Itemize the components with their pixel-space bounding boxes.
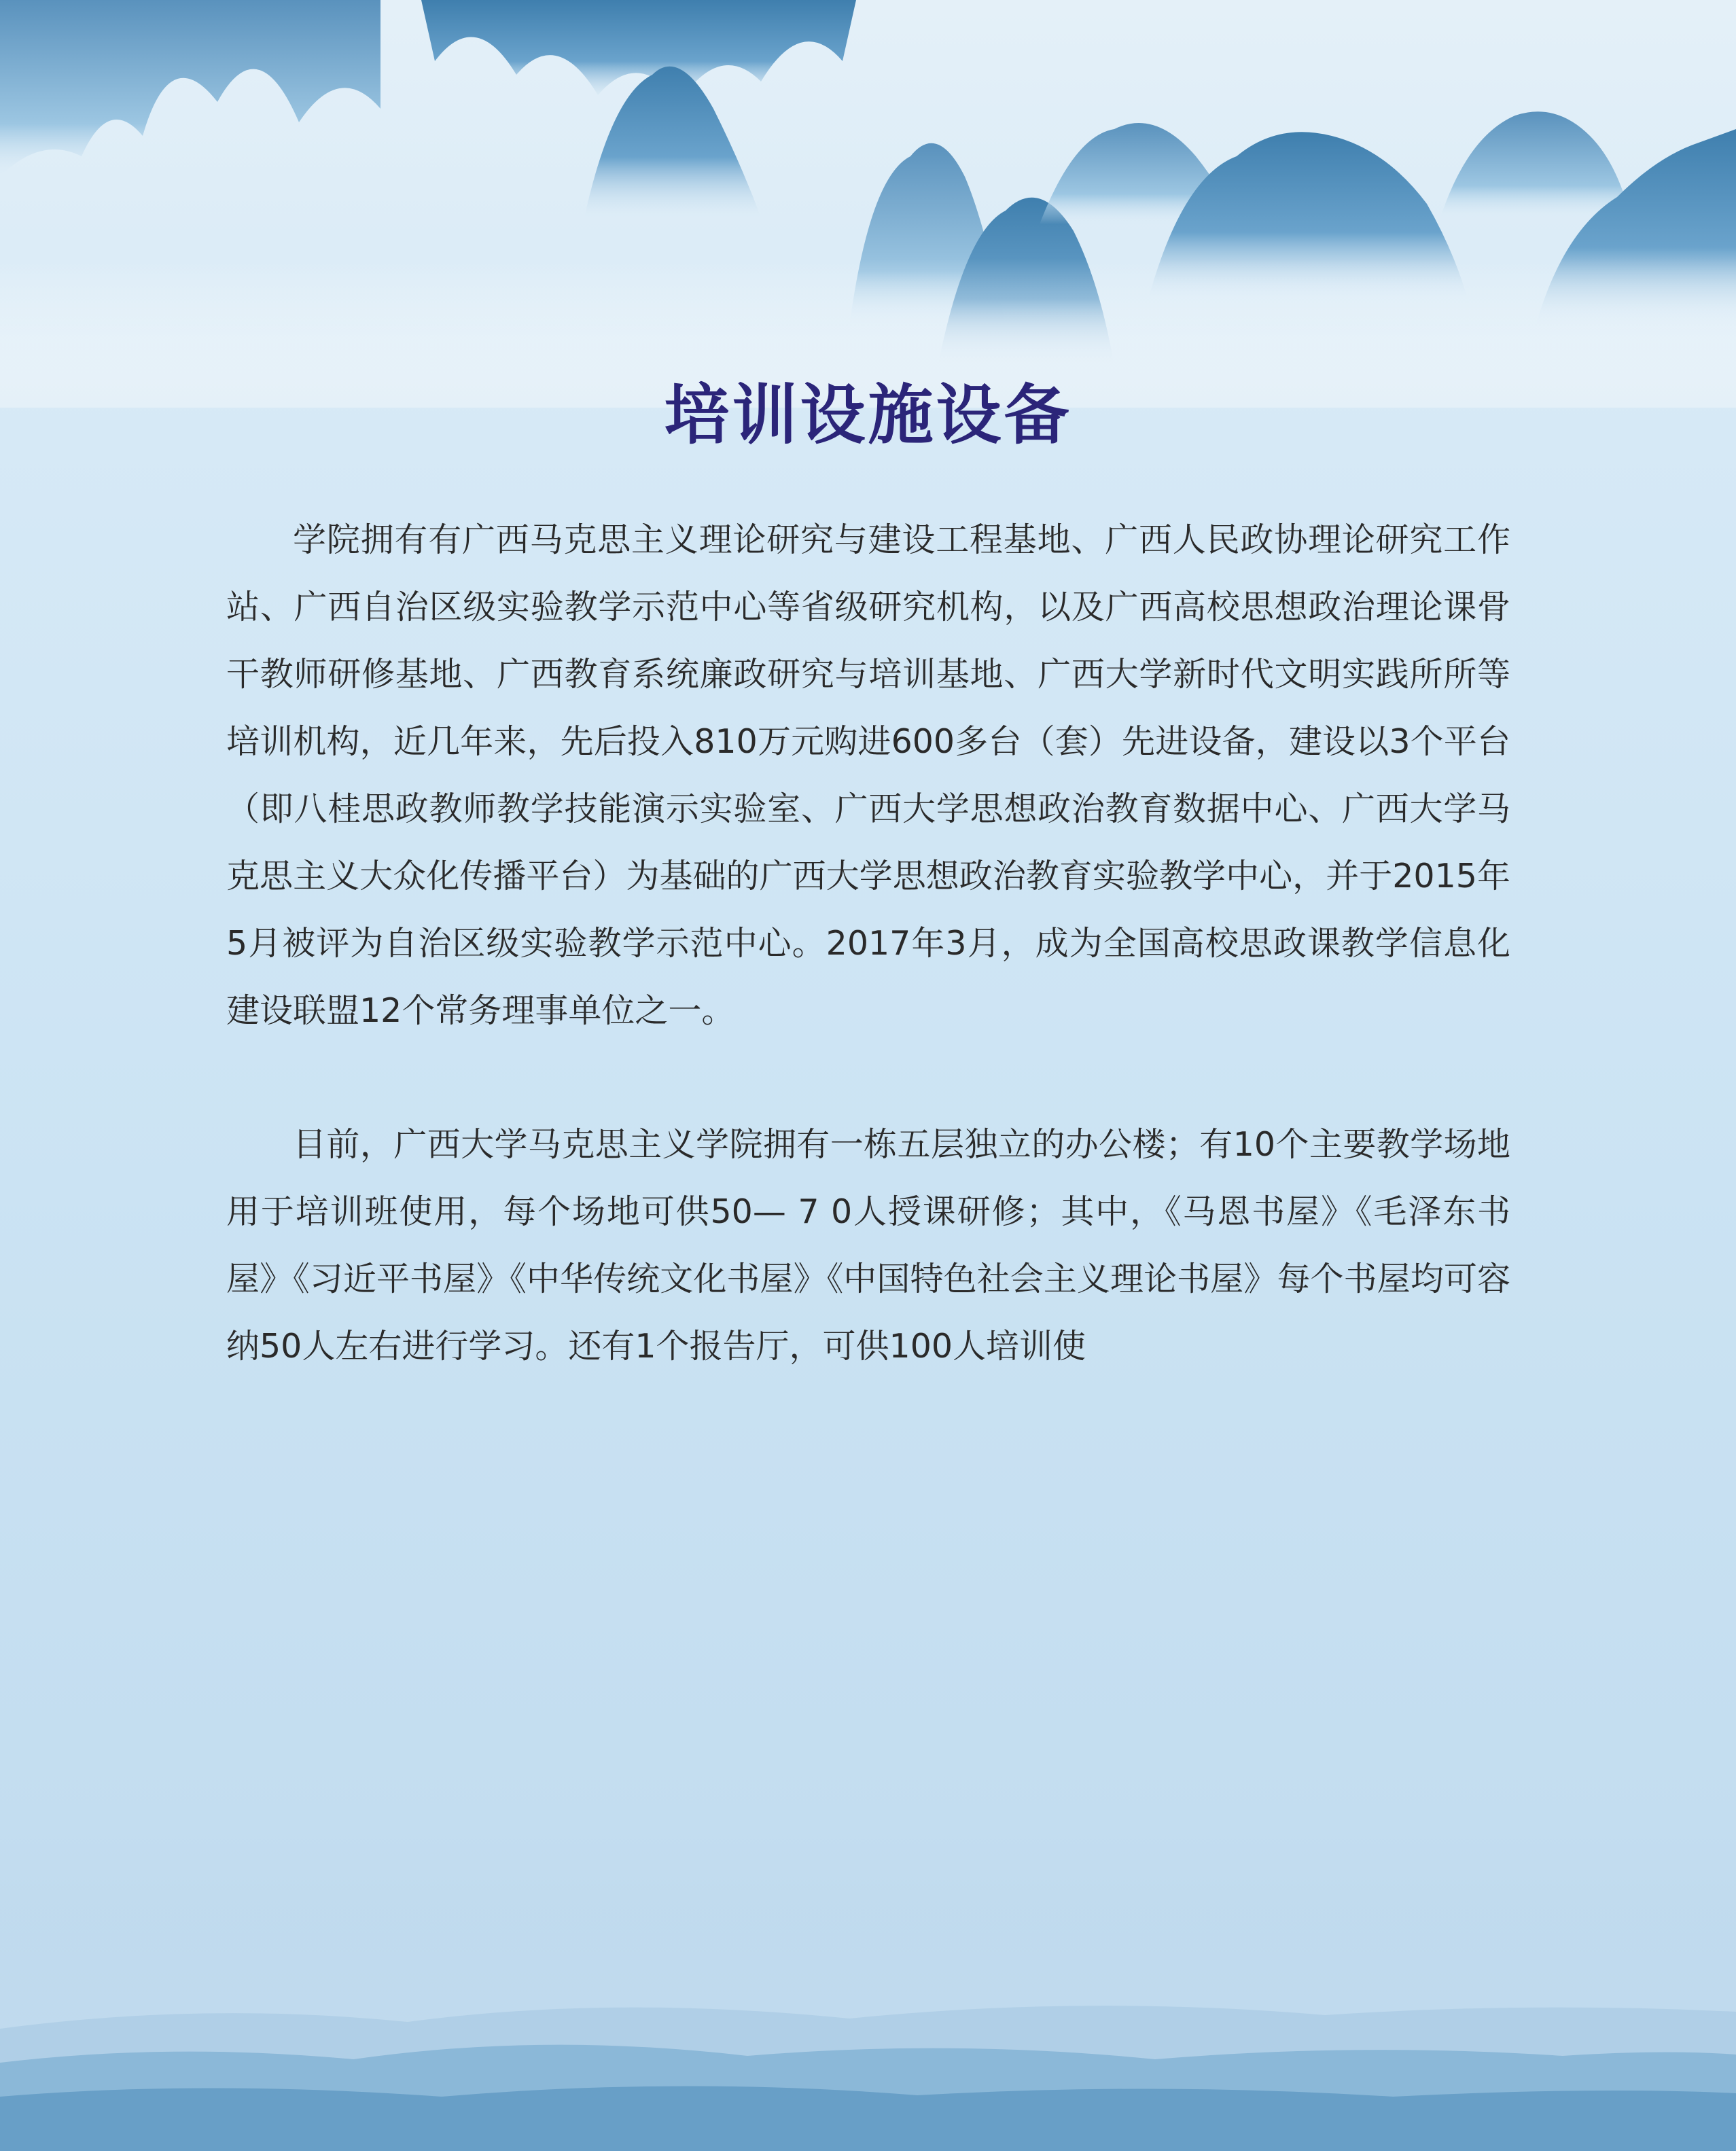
paragraph-training-venues: 目前，广西大学马克思主义学院拥有一栋五层独立的办公楼；有10个主要教学场地用于培训班使用，每个场地可供50— 7 0人授课研修；其中，《马恩书屋》《毛泽东书屋》《习近平书屋》《中华传统文化书屋》《中国特色社会主义理论书屋》每个书屋均可容纳50人左右进行学习。还有1个报告厅，可供100人培训使 xyxy=(226,1125,1510,1366)
hill-shape xyxy=(0,2086,1736,2151)
bottom-hills-illustration xyxy=(0,1893,1736,2151)
paragraph-facilities-intro: 学院拥有有广西马克思主义理论研究与建设工程基地、广西人民政协理论研究工作站、广西自治区级实验教学示范中心等省级研究机构，以及广西高校思想政治理论课骨干教师研修基地、广西教育系统廉政研究与培训基地、广西大学新时代文明实践所所等培训机构，近几年来，先后投入810万元购进600多台（套）先进设备，建设以3个平台（即八桂思政教师教学技能演示实验室、广西大学思想政治教育数据中心、广西大学马克思主义大众化传播平台）为基础的广西大学思想政治教育实验教学中心，并于2015年5月被评为自治区级实验教学示范中心。2017年3月，成为全国高校思政课教学信息化建设联盟12个常务理事单位之一。 xyxy=(226,520,1510,1030)
peak-shape xyxy=(1440,111,1631,217)
peak-shape xyxy=(0,0,380,177)
peak-shape xyxy=(584,67,761,217)
page-title: 培训设施设备 xyxy=(664,377,1072,453)
top-mountain-illustration xyxy=(0,0,1736,408)
